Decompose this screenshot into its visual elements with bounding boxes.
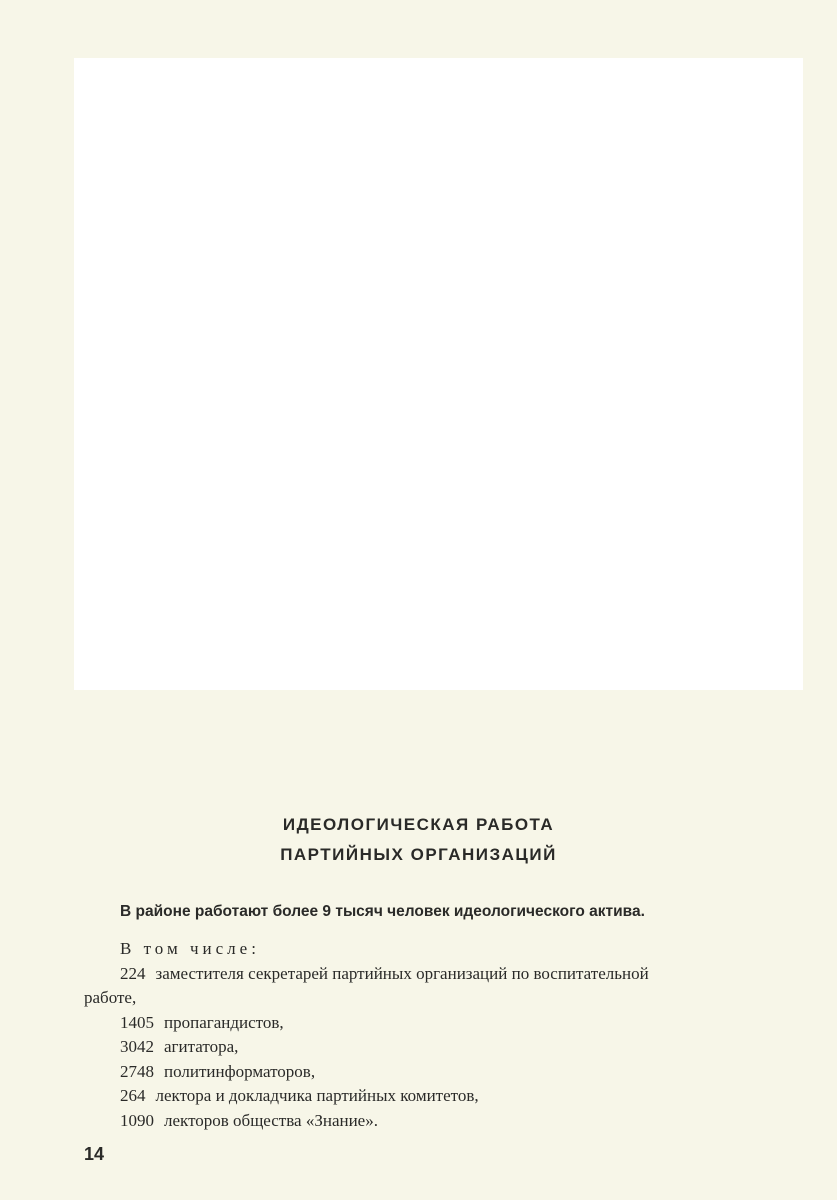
list-item (84, 1011, 794, 1036)
section-heading (0, 810, 837, 870)
list-item (84, 1060, 794, 1085)
item-text: лекторов общества «Знание». (164, 1110, 378, 1130)
item-text: пропагандистов, (164, 1012, 284, 1032)
item-number: 224 (120, 963, 146, 983)
item-number: 2748 (120, 1061, 154, 1081)
intro-paragraph: В районе работают более 9 тысяч человек идеологического актива. (120, 903, 645, 920)
list-item (84, 962, 794, 987)
item-text: лектора и докладчика партийных комитетов, (155, 1086, 479, 1105)
list-item (84, 1035, 794, 1060)
item-number: 1405 (120, 1012, 154, 1032)
heading-line-1: ИДЕОЛОГИЧЕСКАЯ РАБОТА (282, 815, 555, 834)
item-text: политинформаторов, (164, 1061, 316, 1081)
including-label: В том числе: (120, 939, 260, 958)
item-number: 3042 (120, 1037, 154, 1056)
item-text: заместителя секретарей партийных организаций по воспитательной (155, 963, 649, 983)
heading-line-2: ПАРТИЙНЫХ ОРГАНИЗАЦИЙ (280, 845, 557, 864)
list-item (84, 1084, 794, 1109)
item-number: 264 (120, 1086, 146, 1105)
list-item-continuation: работе, (84, 988, 137, 1007)
page-number: 14 (84, 1144, 105, 1164)
stats-list (84, 937, 794, 1133)
item-text: агитатора, (164, 1037, 239, 1056)
photo-placeholder (74, 58, 803, 690)
list-item (84, 1109, 794, 1134)
item-number: 1090 (120, 1110, 154, 1130)
